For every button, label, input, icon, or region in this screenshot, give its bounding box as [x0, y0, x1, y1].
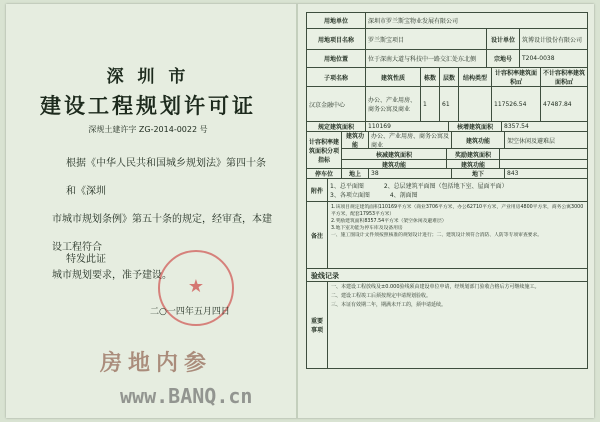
note-line: 1.该项目规定建筑面积110169平方米（商业3706平方米，办公62710平方米，产业用房4800平方米，商务公寓3000平方米，配套17953平方米） [331, 205, 584, 217]
parking-label: 停车位 [314, 171, 333, 178]
row-parking [307, 168, 587, 178]
permit-title: 建设工程规划许可证 [40, 94, 256, 118]
approved-area-value: 8357.54 [501, 122, 587, 131]
project-value: 罗兰斯宝项目 [365, 29, 486, 49]
attachment-item: 4、剖面图 [389, 192, 418, 199]
func-label-4: 建筑功能 [446, 160, 499, 169]
notes-label: 备注 [310, 232, 323, 240]
table-header-row [307, 67, 587, 86]
cell-buildings: 1 [420, 87, 439, 121]
notice-text [327, 282, 587, 368]
func-label-2: 建筑功能 [451, 132, 504, 148]
col-far-area: 计容积率建筑面积㎡ [491, 68, 540, 86]
extra-label-2: 奖励建筑面积 [446, 149, 499, 159]
row-location [307, 49, 587, 67]
col-structure: 结构类型 [458, 68, 491, 86]
cell-structure [458, 87, 491, 121]
parking-below-value: 843 [504, 169, 587, 178]
designer-label: 设计单位 [486, 29, 519, 49]
func-label-3: 建筑功能 [381, 162, 406, 169]
cell-nature: 办公、产业用房、商务公寓及商业 [365, 87, 420, 121]
cell-far-area: 117526.54 [491, 87, 540, 121]
watermark-url: www.BANQ.cn [120, 384, 253, 408]
lot-value: T204-0038 [519, 50, 587, 67]
record-title: 验线记录 [311, 272, 339, 280]
page-fold [296, 4, 298, 418]
notice-line: 二、建设工程竣工后须按规定申请规划验收。 [331, 293, 432, 299]
body-line-2: 市城市规划条例》第五十条的规定，经审查，本建设工程符合 [52, 214, 272, 253]
extra-value-2 [499, 149, 587, 159]
note-line: 3.地下室功能为停车库及设备用房 [331, 226, 403, 231]
metric-line-2 [342, 148, 587, 159]
col-floors: 层数 [439, 68, 458, 86]
designer-value: 筑博设计股份有限公司 [519, 29, 587, 49]
cell-subproject: 汉京金融中心 [309, 101, 346, 109]
applicant-label: 用地单位 [323, 18, 348, 25]
project-label: 用地项目名称 [317, 36, 354, 44]
row-metric-groups [307, 131, 587, 168]
lot-label: 宗地号 [486, 50, 519, 67]
attachments-label: 附件 [310, 187, 323, 195]
location-value: 位于深南大道与科技中一路交汇处东北侧 [365, 50, 486, 67]
attachments-list [327, 179, 587, 201]
notice-line: 一、本建设工程放线及±0.000验线须由建设单位申请，经规划部门验收合格后方可继续施工。 [331, 284, 540, 290]
row-areas [307, 121, 587, 131]
func-label-1: 建筑功能 [345, 133, 364, 148]
watermark-brand: 房地内参 [100, 351, 213, 376]
attachment-item: 1、总平面图 [330, 183, 364, 190]
body-line-1: 根据《中华人民共和国城乡规划法》第四十条和《深圳 [66, 158, 266, 197]
document-number: 深规土建许字 ZG-2014-0022 号 [88, 125, 208, 134]
parking-above-value: 38 [368, 169, 451, 178]
col-buildings: 栋数 [420, 68, 439, 86]
attachment-item: 2、总层建筑平面图（包括地下室、屋面平面） [383, 183, 508, 190]
col-nature: 建筑性质 [365, 68, 420, 86]
note-line: 一、施工图设计文件须按照核准的规划设计进行；二、建筑设计须符合消防、人防等专项审查要求。 [331, 233, 543, 238]
permit-details-table [306, 12, 588, 369]
func-value-4 [499, 160, 587, 169]
row-notice [307, 281, 587, 368]
parking-below-label: 地下 [451, 169, 504, 178]
metric-line-1 [342, 132, 587, 148]
col-nonfar-area: 不计容积率建筑面积㎡ [540, 68, 587, 86]
table-row [307, 86, 587, 121]
reg-area-value: 110169 [365, 122, 448, 131]
metric-group-cells [341, 132, 587, 168]
notes-text [327, 202, 587, 268]
func-value-1: 办公、产业用房、商务公寓及商业 [368, 132, 451, 148]
notice-label: 重要事项 [310, 318, 323, 334]
attachment-item: 3、各项立面图 [330, 192, 370, 199]
func-value-2: 架空休闲及避难层 [504, 132, 587, 148]
issued-text: 特发此证 [66, 254, 106, 265]
city-title: 深 圳 市 [106, 67, 190, 87]
row-project [307, 28, 587, 49]
note-line: 2.奖励建筑面积8357.54平方米（架空休闲及避难层） [331, 219, 447, 224]
notice-line: 三、本证有效期二年，期满未开工的，须申请延续。 [331, 302, 447, 308]
col-subproject: 子项名称 [323, 74, 348, 82]
row-applicant [307, 13, 587, 28]
cell-nonfar-area: 47487.84 [540, 87, 587, 121]
parking-above-label: 地上 [341, 169, 368, 178]
metric-line-3 [342, 159, 587, 169]
body-line-3: 城市规划要求，准予建设。 [52, 270, 172, 281]
approved-area-label: 核增建筑面积 [448, 122, 501, 131]
extra-label-1: 核减建筑面积 [375, 151, 412, 159]
applicant-value: 深圳市罗兰斯宝物业发展有限公司 [365, 13, 587, 28]
issue-date: 二○一四年五月四日 [150, 307, 230, 317]
row-notes [307, 201, 587, 268]
metric-group-label: 计容积率建筑面积分项指标 [309, 138, 340, 164]
location-label: 用地位置 [323, 56, 348, 63]
reg-area-label: 规定建筑面积 [317, 124, 354, 131]
row-attachments [307, 178, 587, 201]
row-record-title [307, 268, 587, 281]
seal-star-icon: ★ [187, 276, 205, 297]
cell-floors: 61 [439, 87, 458, 121]
